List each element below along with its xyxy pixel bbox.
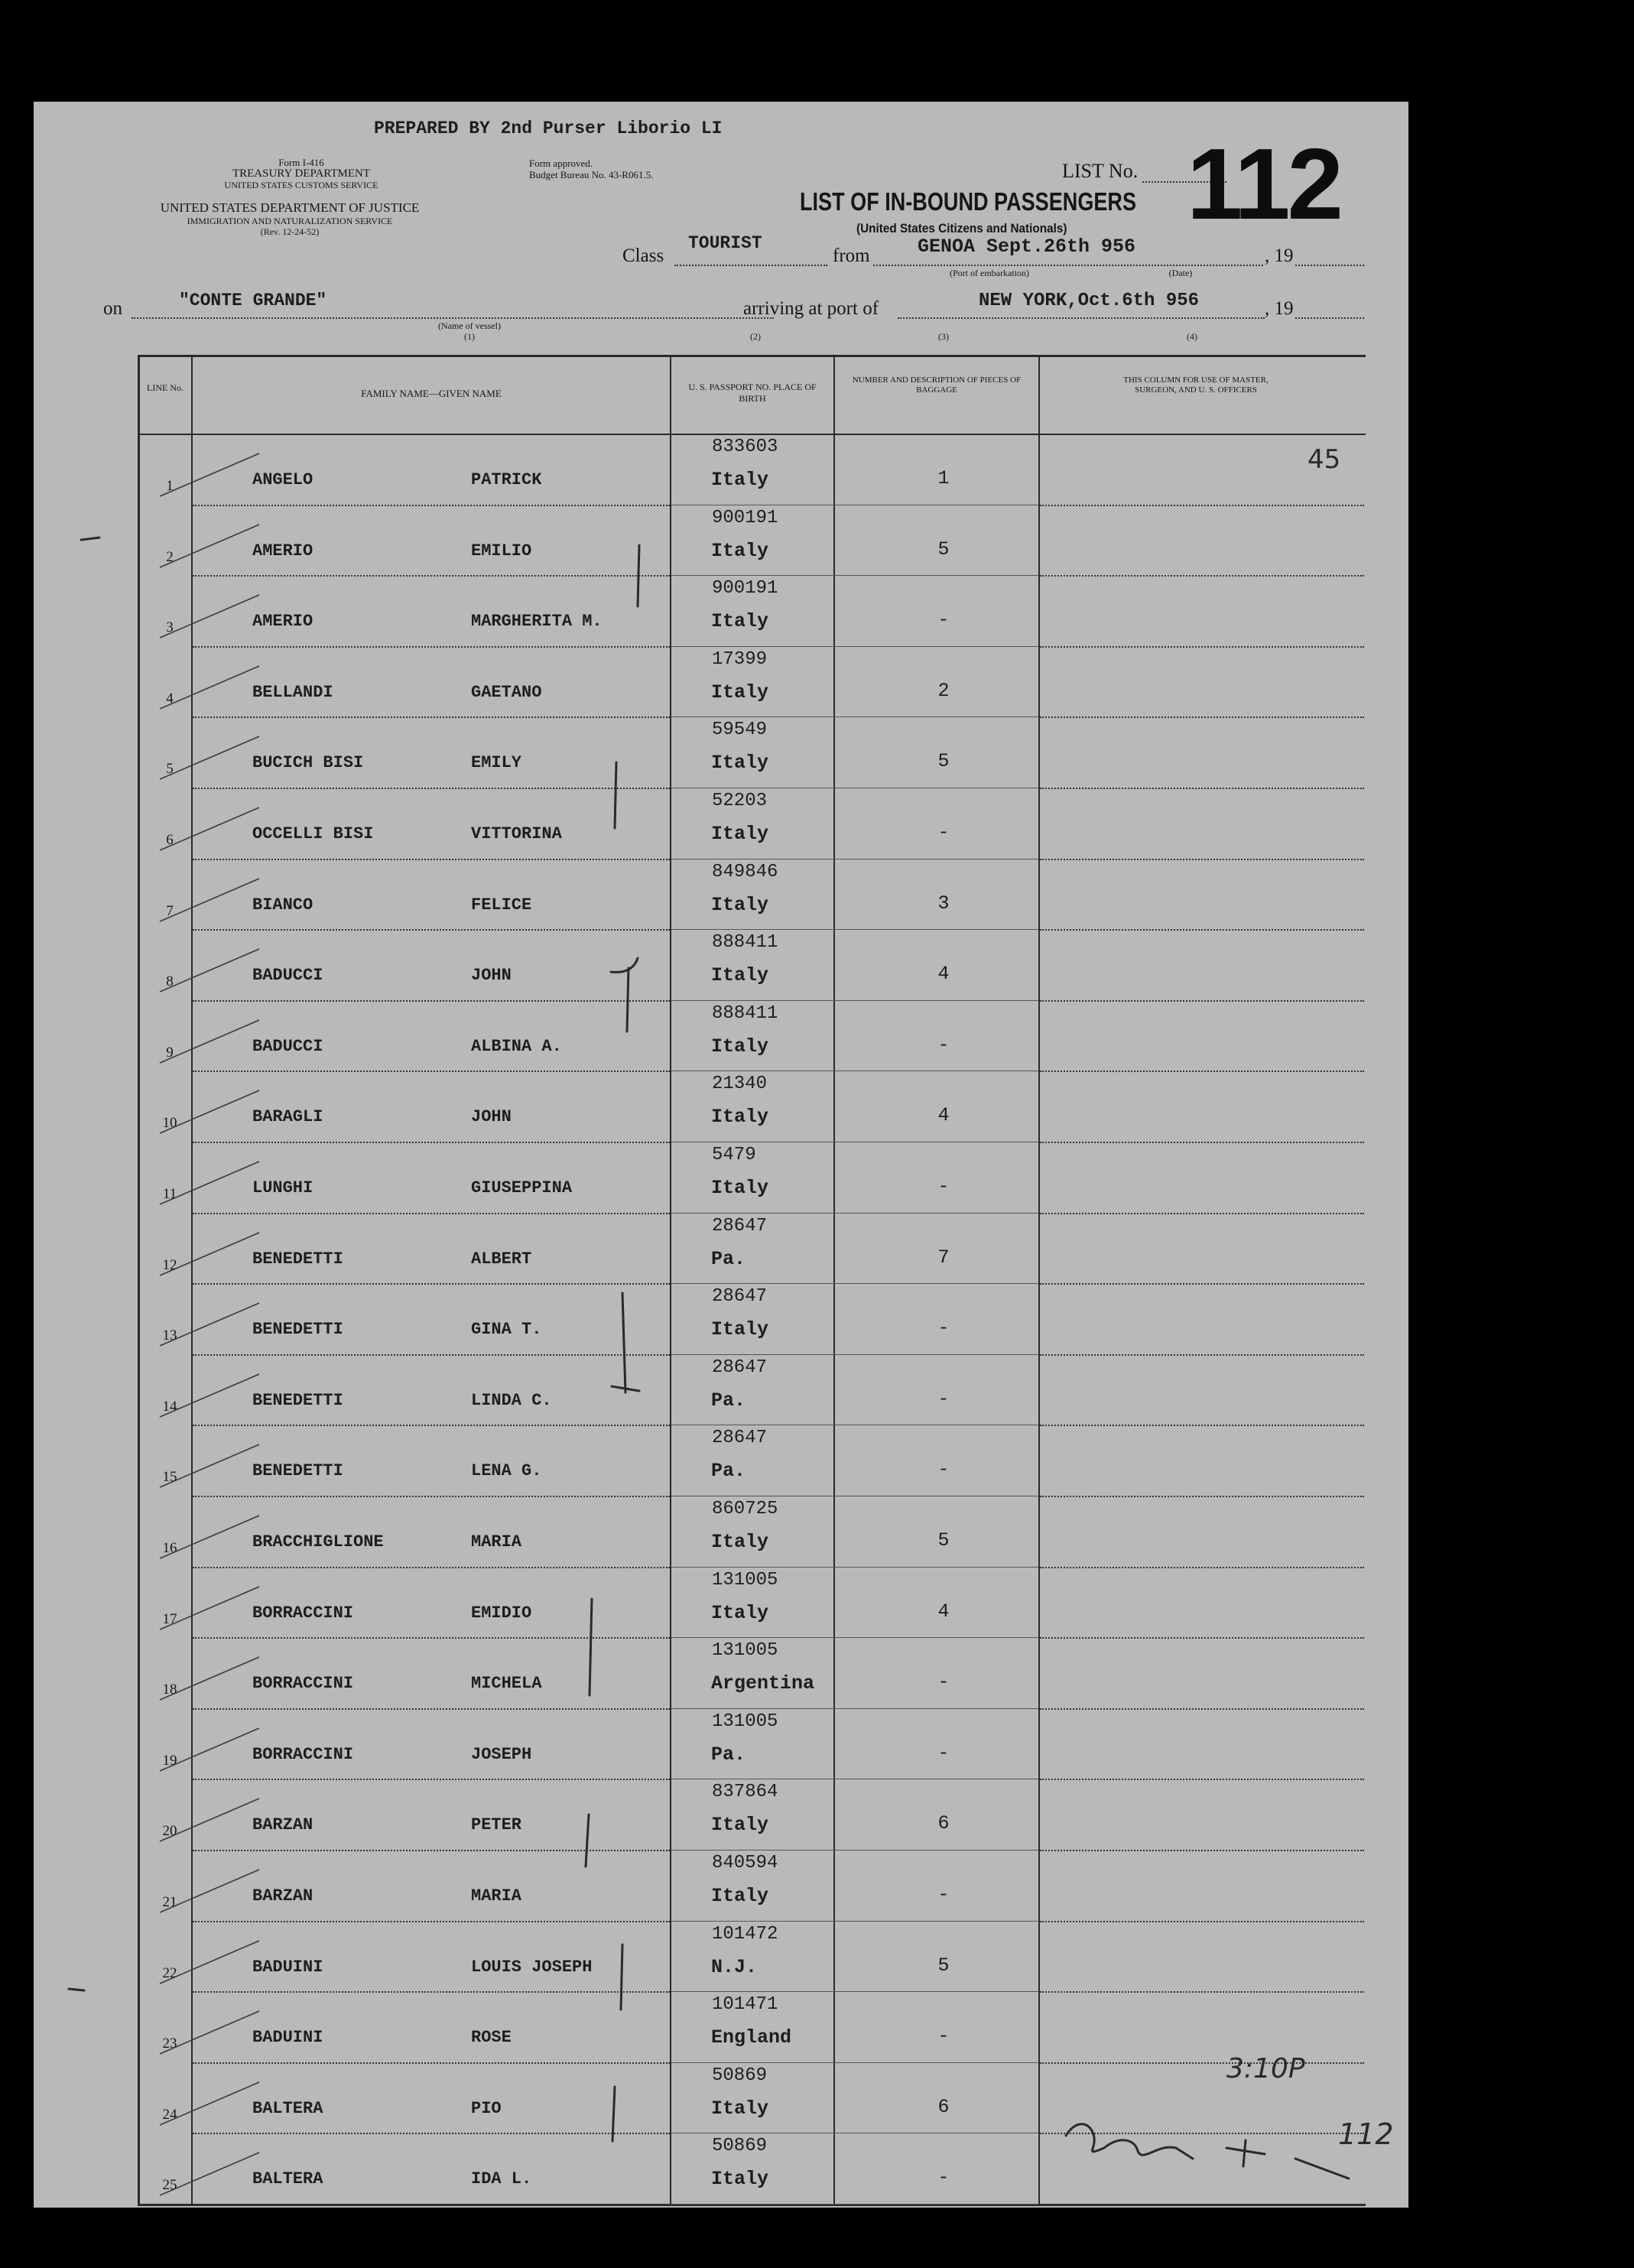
row-family-name: BRACCHIGLIONE xyxy=(252,1532,384,1552)
row-baggage: - xyxy=(937,1883,950,1906)
row-place-of-birth: Italy xyxy=(711,539,769,562)
col-num-2: (2) xyxy=(750,331,761,342)
row-place-of-birth: Italy xyxy=(711,752,769,775)
row-given-name: LOUIS JOSEPH xyxy=(471,1957,593,1977)
list-no-label: LIST No. xyxy=(1062,160,1139,182)
class-label: Class xyxy=(622,245,664,266)
row-line-number: 21 xyxy=(162,1894,177,1910)
row-family-name: BALTERA xyxy=(252,2098,323,2118)
row-given-name: EMILIO xyxy=(471,541,532,561)
row-line-number: 4 xyxy=(166,690,174,707)
col-header-line-no: LINE No. xyxy=(147,382,184,393)
row-passport-no: 900191 xyxy=(712,578,778,599)
row-family-name: OCCELLI BISI xyxy=(252,824,374,843)
row-baggage: - xyxy=(937,821,950,843)
row-given-name: PETER xyxy=(471,1815,522,1835)
row-passport-no: 5479 xyxy=(712,1145,756,1165)
annotation-handwritten-time: 3:10P xyxy=(1226,2053,1305,2084)
row-passport-no: 50869 xyxy=(712,2136,768,2157)
row-given-name: EMIDIO xyxy=(471,1603,532,1623)
row-line-number: 24 xyxy=(162,2106,177,2123)
row-family-name: BARAGLI xyxy=(252,1107,323,1127)
customs-service: UNITED STATES CUSTOMS SERVICE xyxy=(224,180,378,190)
row-given-name: LINDA C. xyxy=(471,1390,552,1410)
on-label: on xyxy=(103,298,122,319)
row-place-of-birth: Italy xyxy=(711,1814,769,1837)
row-baggage: 5 xyxy=(937,1529,950,1552)
year-suffix-1: , 19 xyxy=(1265,245,1294,266)
row-place-of-birth: Italy xyxy=(711,681,769,703)
row-baggage: 5 xyxy=(937,538,950,561)
row-place-of-birth: Italy xyxy=(711,964,769,987)
row-place-of-birth: Italy xyxy=(711,1106,769,1129)
from-value: GENOA Sept.26th 956 xyxy=(918,236,1136,258)
row-family-name: AMERIO xyxy=(252,541,313,561)
prepared-by: PREPARED BY 2nd Purser Liborio LI xyxy=(374,119,723,138)
row-given-name: PATRICK xyxy=(471,470,542,489)
row-family-name: ANGELO xyxy=(252,470,313,489)
col-header-baggage: NUMBER AND DESCRIPTION OF PIECES OF BAGGAGE xyxy=(852,375,1022,395)
row-baggage: - xyxy=(937,1175,950,1197)
row-place-of-birth: Argentina xyxy=(711,1672,815,1695)
row-family-name: BIANCO xyxy=(252,895,313,915)
row-place-of-birth: Italy xyxy=(711,893,769,916)
row-passport-no: 131005 xyxy=(712,1640,778,1662)
row-line-number: 13 xyxy=(162,1327,177,1344)
row-line-number: 11 xyxy=(162,1186,177,1202)
vessel-caption: (Name of vessel) xyxy=(438,320,501,331)
row-place-of-birth: Italy xyxy=(711,469,769,491)
row-family-name: BARZAN xyxy=(252,1886,313,1906)
row-line-number: 20 xyxy=(162,1823,177,1840)
row-family-name: BENEDETTI xyxy=(252,1390,343,1410)
pen-marks xyxy=(34,102,1408,2208)
justice-dept: UNITED STATES DEPARTMENT OF JUSTICE xyxy=(160,200,420,215)
row-given-name: IDA L. xyxy=(471,2169,532,2189)
row-place-of-birth: Pa. xyxy=(711,1247,746,1270)
row-line-number: 6 xyxy=(166,832,174,848)
form-number: Form I-416 xyxy=(278,157,324,168)
row-given-name: ROSE xyxy=(471,2028,512,2048)
row-given-name: JOSEPH xyxy=(471,1744,532,1764)
row-passport-no: 131005 xyxy=(712,1569,778,1591)
row-line-number: 10 xyxy=(162,1115,177,1132)
row-passport-no: 840594 xyxy=(712,1853,778,1873)
row-place-of-birth: Pa. xyxy=(711,1389,746,1412)
row-line-number: 5 xyxy=(166,761,174,778)
arriving-value: NEW YORK,Oct.6th 956 xyxy=(979,291,1200,311)
row-baggage: - xyxy=(937,2025,950,2048)
row-given-name: FELICE xyxy=(471,895,532,915)
row-given-name: VITTORINA xyxy=(471,824,562,843)
row-line-number: 14 xyxy=(162,1398,177,1415)
row-baggage: 4 xyxy=(937,963,950,986)
row-line-number: 16 xyxy=(162,1540,177,1556)
row-place-of-birth: England xyxy=(711,2026,792,2049)
row-family-name: BUCICH BISI xyxy=(252,753,364,773)
row-passport-no: 833603 xyxy=(712,437,778,457)
row-place-of-birth: Italy xyxy=(711,2097,769,2120)
row-place-of-birth: Italy xyxy=(711,1177,769,1199)
col-header-passport: U. S. PASSPORT NO. PLACE OF BIRTH xyxy=(688,382,817,404)
row-line-number: 19 xyxy=(162,1752,177,1769)
list-number: 112 xyxy=(1187,128,1340,240)
row-place-of-birth: Italy xyxy=(711,2168,769,2191)
row-family-name: BARZAN xyxy=(252,1815,313,1835)
row-baggage: - xyxy=(937,2166,950,2189)
annotation-top-right: 45 xyxy=(1308,444,1341,475)
row-family-name: BENEDETTI xyxy=(252,1249,343,1269)
year-suffix-2: , 19 xyxy=(1265,298,1294,319)
row-passport-no: 28647 xyxy=(712,1428,768,1449)
port-embarkation-caption: (Port of embarkation) xyxy=(950,268,1029,278)
row-given-name: MICHELA xyxy=(471,1674,542,1694)
row-given-name: GIUSEPPINA xyxy=(471,1178,573,1197)
row-passport-no: 849846 xyxy=(712,861,778,882)
row-passport-no: 28647 xyxy=(712,1215,768,1236)
row-line-number: 17 xyxy=(162,1610,177,1627)
row-given-name: ALBINA A. xyxy=(471,1036,562,1056)
row-line-number: 15 xyxy=(162,1469,177,1486)
row-place-of-birth: Italy xyxy=(711,610,769,633)
row-family-name: BADUCCI xyxy=(252,1036,323,1056)
row-line-number: 22 xyxy=(162,1964,177,1981)
row-passport-no: 101471 xyxy=(712,1994,778,2016)
row-baggage: - xyxy=(937,1033,950,1056)
revision: (Rev. 12-24-52) xyxy=(260,226,320,237)
row-family-name: BORRACCINI xyxy=(252,1744,354,1764)
row-place-of-birth: Pa. xyxy=(711,1460,746,1483)
row-passport-no: 59549 xyxy=(712,720,768,741)
row-baggage: 2 xyxy=(937,679,950,702)
manifest-sheet xyxy=(34,102,1408,2208)
col-header-name: FAMILY NAME—GIVEN NAME xyxy=(361,388,502,399)
row-baggage: 5 xyxy=(937,750,950,773)
immigration-service: IMMIGRATION AND NATURALIZATION SERVICE xyxy=(187,216,393,226)
row-passport-no: 21340 xyxy=(712,1074,768,1095)
list-subtitle: (United States Citizens and Nationals) xyxy=(856,221,1067,236)
row-baggage: - xyxy=(937,1671,950,1694)
row-given-name: PIO xyxy=(471,2098,502,2118)
row-place-of-birth: Italy xyxy=(711,823,769,845)
row-given-name: JOHN xyxy=(471,966,512,986)
row-family-name: BENEDETTI xyxy=(252,1320,343,1340)
row-family-name: BELLANDI xyxy=(252,682,333,702)
row-line-number: 25 xyxy=(162,2177,177,2194)
col-num-3: (3) xyxy=(938,331,949,342)
row-line-number: 18 xyxy=(162,1682,177,1698)
row-given-name: GAETANO xyxy=(471,682,542,702)
row-baggage: 6 xyxy=(937,2095,950,2118)
row-place-of-birth: Italy xyxy=(711,1601,769,1624)
date-caption: (Date) xyxy=(1168,268,1193,278)
row-given-name: MARIA xyxy=(471,1532,522,1552)
row-place-of-birth: Italy xyxy=(711,1318,769,1341)
row-line-number: 8 xyxy=(166,973,174,990)
row-family-name: BADUCCI xyxy=(252,966,323,986)
row-place-of-birth: Pa. xyxy=(711,1743,746,1766)
row-place-of-birth: Italy xyxy=(711,1035,769,1058)
row-passport-no: 888411 xyxy=(712,1002,778,1024)
row-passport-no: 50869 xyxy=(712,2065,768,2086)
annotation-handwritten-number: 112 xyxy=(1338,2117,1394,2151)
form-approved: Form approved. xyxy=(529,158,593,169)
col-header-officers: THIS COLUMN FOR USE OF MASTER, SURGEON, AND U. S. OFFICERS xyxy=(1123,375,1269,395)
row-family-name: BORRACCINI xyxy=(252,1603,354,1623)
row-line-number: 23 xyxy=(162,2036,177,2052)
list-title: LIST OF IN-BOUND PASSENGERS xyxy=(800,187,1137,216)
row-line-number: 7 xyxy=(166,902,174,919)
row-given-name: JOHN xyxy=(471,1107,512,1127)
arriving-label: arriving at port of xyxy=(743,298,879,319)
row-passport-no: 131005 xyxy=(712,1711,778,1732)
row-place-of-birth: N.J. xyxy=(711,1955,758,1978)
row-family-name: AMERIO xyxy=(252,612,313,632)
class-value: TOURIST xyxy=(688,233,762,253)
row-passport-no: 52203 xyxy=(712,791,768,811)
row-family-name: BADUINI xyxy=(252,1957,323,1977)
row-passport-no: 28647 xyxy=(712,1286,768,1308)
row-place-of-birth: Italy xyxy=(711,1531,769,1553)
row-line-number: 12 xyxy=(162,1256,177,1273)
row-passport-no: 17399 xyxy=(712,648,768,670)
row-baggage: - xyxy=(937,1741,950,1764)
row-line-number: 2 xyxy=(166,548,174,565)
row-family-name: BENEDETTI xyxy=(252,1461,343,1481)
row-given-name: ALBERT xyxy=(471,1249,532,1269)
row-family-name: BADUINI xyxy=(252,2028,323,2048)
row-passport-no: 28647 xyxy=(712,1357,768,1378)
row-given-name: EMILY xyxy=(471,753,522,773)
row-place-of-birth: Italy xyxy=(711,1885,769,1907)
row-baggage: - xyxy=(937,1458,950,1481)
row-passport-no: 900191 xyxy=(712,507,778,528)
row-baggage: - xyxy=(937,1387,950,1410)
row-passport-no: 837864 xyxy=(712,1782,778,1803)
row-baggage: 3 xyxy=(937,892,950,915)
row-line-number: 3 xyxy=(166,619,174,636)
row-family-name: BALTERA xyxy=(252,2169,323,2189)
row-line-number: 9 xyxy=(166,1044,174,1061)
row-baggage: 7 xyxy=(937,1246,950,1269)
row-passport-no: 888411 xyxy=(712,932,778,954)
row-passport-no: 860725 xyxy=(712,1499,778,1519)
row-baggage: 6 xyxy=(937,1812,950,1835)
row-family-name: BORRACCINI xyxy=(252,1674,354,1694)
row-baggage: 4 xyxy=(937,1600,950,1623)
row-baggage: - xyxy=(937,1317,950,1340)
row-baggage: - xyxy=(937,609,950,632)
vessel-name: "CONTE GRANDE" xyxy=(179,291,327,310)
row-given-name: MARGHERITA M. xyxy=(471,612,603,632)
treasury-dept: TREASURY DEPARTMENT xyxy=(232,167,371,180)
row-baggage: 4 xyxy=(937,1104,950,1127)
row-given-name: MARIA xyxy=(471,1886,522,1906)
row-baggage: 1 xyxy=(937,467,950,489)
row-given-name: LENA G. xyxy=(471,1461,542,1481)
col-num-4: (4) xyxy=(1187,331,1197,342)
row-line-number: 1 xyxy=(166,478,174,494)
col-num-1: (1) xyxy=(464,331,475,342)
row-passport-no: 101472 xyxy=(712,1923,778,1945)
row-baggage: 5 xyxy=(937,1954,950,1977)
row-family-name: LUNGHI xyxy=(252,1178,313,1197)
row-given-name: GINA T. xyxy=(471,1320,542,1340)
from-label: from xyxy=(833,245,870,266)
budget-bureau: Budget Bureau No. 43-R061.5. xyxy=(529,169,654,180)
